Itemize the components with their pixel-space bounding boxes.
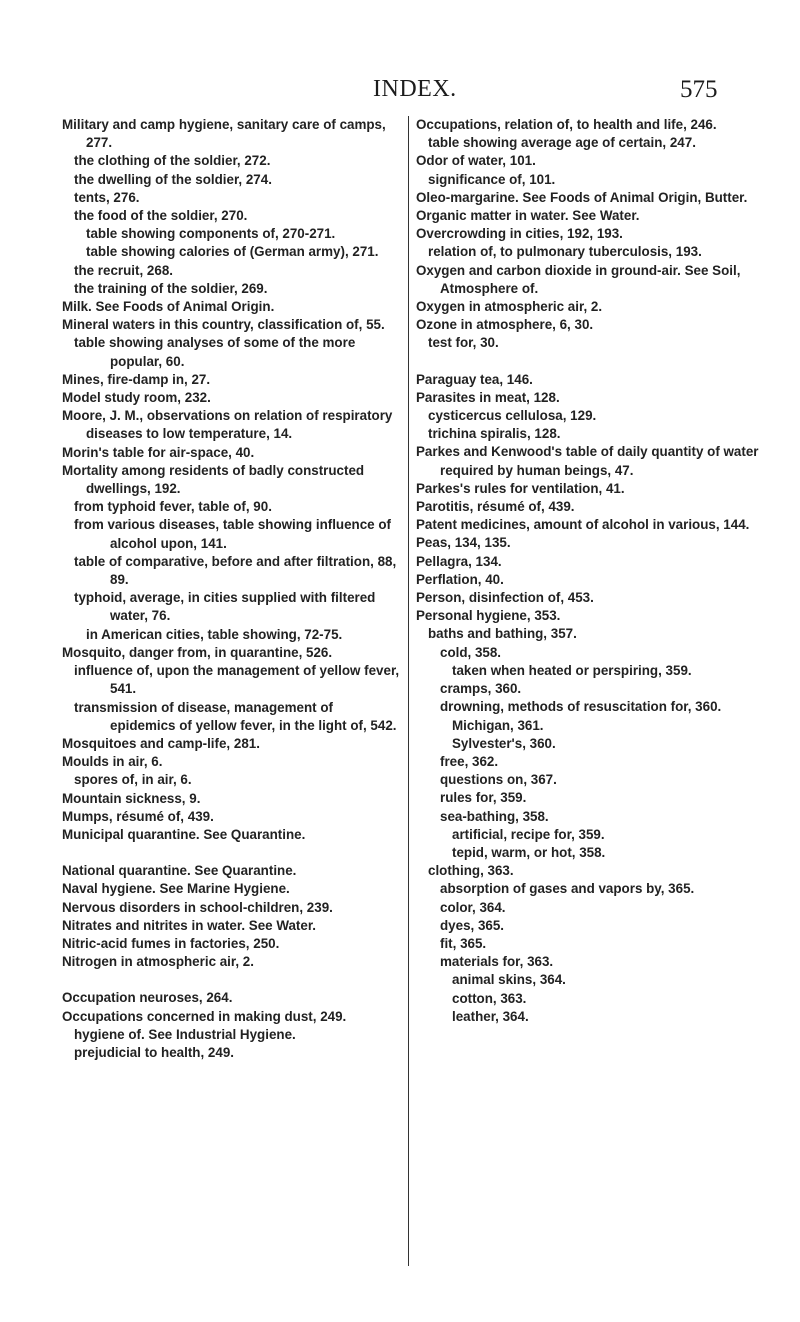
index-entry: Morin's table for air-space, 40. — [62, 444, 255, 460]
index-entry: Parkes's rules for ventilation, 41. — [416, 480, 625, 496]
index-entry: Mineral waters in this country, classification of, 55. — [62, 317, 385, 333]
page-title: INDEX. — [373, 76, 457, 102]
index-subentry: the clothing of the soldier, 272. — [74, 153, 271, 169]
page-number: 575 — [680, 76, 718, 103]
index-entry: Nervous disorders in school-children, 239. — [62, 899, 333, 915]
index-entry: Occupations, relation of, to health and life, 246. — [416, 117, 717, 132]
index-subentry: drowning, methods of resuscitation for, 360. — [440, 699, 722, 715]
index-subentry: significance of, 101. — [428, 171, 556, 187]
index-subentry: fit, 365. — [440, 935, 487, 951]
index-entry: Occupation neuroses, 264. — [62, 990, 233, 1006]
index-entry: Nitrates and nitrites in water. See Water. — [62, 917, 317, 933]
index-subentry: Sylvester's, 360. — [452, 735, 556, 751]
index-entry: Moulds in air, 6. — [62, 754, 163, 770]
index-column-left — [62, 116, 402, 1062]
index-subentry: the training of the soldier, 269. — [74, 280, 268, 296]
index-entry: Mines, fire-damp in, 27. — [62, 371, 211, 387]
index-subentry: prejudicial to health, 249. — [74, 1044, 234, 1060]
index-subentry: table showing components of, 270-271. — [86, 226, 336, 242]
index-entry: Paraguay tea, 146. — [416, 371, 533, 387]
index-entry: Parasites in meat, 128. — [416, 389, 560, 405]
index-subentry: relation of, to pulmonary tuberculosis, 193. — [428, 244, 702, 260]
index-entry: Mountain sickness, 9. — [62, 790, 201, 806]
index-subentry: absorption of gases and vapors by, 365. — [440, 881, 695, 897]
index-entry: Oxygen in atmospheric air, 2. — [416, 299, 603, 315]
index-subentry: spores of, in air, 6. — [74, 772, 192, 788]
index-subentry: animal skins, 364. — [452, 972, 566, 988]
index-entry: Parotitis, résumé of, 439. — [416, 499, 575, 515]
index-subentry: table showing calories of (German army), 271. — [86, 244, 379, 260]
index-subentry: table showing analyses of some of the more popular, 60. — [74, 335, 356, 369]
index-subentry: sea-bathing, 358. — [440, 808, 549, 824]
index-entry: Patent medicines, amount of alcohol in various, 144. — [416, 517, 750, 533]
index-entry: Mosquito, danger from, in quarantine, 526. — [62, 644, 333, 660]
column-divider — [408, 116, 409, 1266]
index-entry: Person, disinfection of, 453. — [416, 590, 594, 606]
index-entry: Perflation, 40. — [416, 571, 504, 587]
index-subentry: from typhoid fever, table of, 90. — [74, 499, 272, 515]
section-gap — [62, 844, 402, 862]
index-subentry: tepid, warm, or hot, 358. — [452, 844, 606, 860]
index-entry: Military and camp hygiene, sanitary care of camps, 277. — [62, 117, 386, 151]
index-entry: Mosquitoes and camp-life, 281. — [62, 735, 260, 751]
index-subentry: cotton, 363. — [452, 990, 527, 1006]
index-subentry: influence of, upon the management of yellow fever, 541. — [74, 663, 400, 697]
index-entry: Moore, J. M., observations on relation of respiratory diseases to low temperature, 14. — [62, 408, 393, 442]
index-subentry: hygiene of. See Industrial Hygiene. — [74, 1026, 296, 1042]
index-entry: Naval hygiene. See Marine Hygiene. — [62, 881, 290, 897]
index-subentry: table of comparative, before and after filtration, 88, 89. — [74, 553, 397, 588]
index-entry: Personal hygiene, 353. — [416, 608, 561, 624]
index-entry: Overcrowding in cities, 192, 193. — [416, 226, 623, 242]
index-subentry: cramps, 360. — [440, 681, 522, 697]
index-entry: Municipal quarantine. See Quarantine. — [62, 826, 306, 842]
section-gap — [62, 971, 402, 989]
index-entry: Peas, 134, 135. — [416, 535, 511, 551]
index-entry: Occupations concerned in making dust, 249. — [62, 1008, 347, 1024]
index-subentry: test for, 30. — [428, 335, 499, 351]
index-subentry: clothing, 363. — [428, 863, 514, 879]
index-subentry: table showing average age of certain, 247. — [428, 135, 696, 151]
index-subentry: Michigan, 361. — [452, 717, 544, 733]
index-entry: Model study room, 232. — [62, 390, 211, 406]
index-entry: Nitrogen in atmospheric air, 2. — [62, 954, 254, 970]
index-subentry: transmission of disease, management of epidemics of yellow fever, in the light of, 542. — [74, 699, 397, 733]
index-entry: National quarantine. See Quarantine. — [62, 863, 297, 879]
index-subentry: dyes, 365. — [440, 917, 505, 933]
index-entry: Mumps, résumé of, 439. — [62, 808, 214, 824]
index-entry: Nitric-acid fumes in factories, 250. — [62, 935, 280, 951]
index-entry: Ozone in atmosphere, 6, 30. — [416, 317, 594, 333]
index-entry: Pellagra, 134. — [416, 553, 502, 569]
index-subentry: free, 362. — [440, 753, 499, 769]
index-entry: Parkes and Kenwood's table of daily quantity of water required by human beings, 47. — [416, 444, 759, 478]
index-subentry: trichina spiralis, 128. — [428, 426, 561, 442]
index-subentry: typhoid, average, in cities supplied with filtered water, 76. — [74, 590, 376, 624]
index-subentry: taken when heated or perspiring, 359. — [452, 662, 692, 678]
index-entry: Oleo-margarine. See Foods of Animal Origin, Butter. — [416, 189, 748, 205]
index-column-right — [416, 116, 766, 1026]
index-subentry: cysticercus cellulosa, 129. — [428, 408, 597, 424]
index-subentry: tents, 276. — [74, 189, 140, 205]
index-subentry: baths and bathing, 357. — [428, 626, 577, 642]
index-subentry: color, 364. — [440, 899, 506, 915]
index-subentry: the recruit, 268. — [74, 262, 173, 278]
index-entry: Milk. See Foods of Animal Origin. — [62, 299, 275, 315]
index-entry: Mortality among residents of badly constructed dwellings, 192. — [62, 462, 365, 497]
index-subentry: from various diseases, table showing influence of alcohol upon, 141. — [74, 517, 391, 551]
index-subentry: leather, 364. — [452, 1008, 529, 1024]
index-subentry: materials for, 363. — [440, 954, 554, 970]
index-subentry: artificial, recipe for, 359. — [452, 826, 605, 842]
index-subentry: the dwelling of the soldier, 274. — [74, 171, 272, 187]
index-entry: Oxygen and carbon dioxide in ground-air. See Soil, Atmosphere of. — [416, 262, 741, 296]
index-subentry: the food of the soldier, 270. — [74, 208, 248, 224]
index-subentry: rules for, 359. — [440, 790, 527, 806]
index-entry: Odor of water, 101. — [416, 153, 536, 169]
index-entry: Organic matter in water. See Water. — [416, 208, 640, 224]
section-gap — [416, 353, 766, 371]
index-subentry: questions on, 367. — [440, 772, 557, 788]
index-subentry: in American cities, table showing, 72-75. — [86, 626, 343, 642]
page-header — [0, 76, 800, 106]
index-subentry: cold, 358. — [440, 644, 502, 660]
